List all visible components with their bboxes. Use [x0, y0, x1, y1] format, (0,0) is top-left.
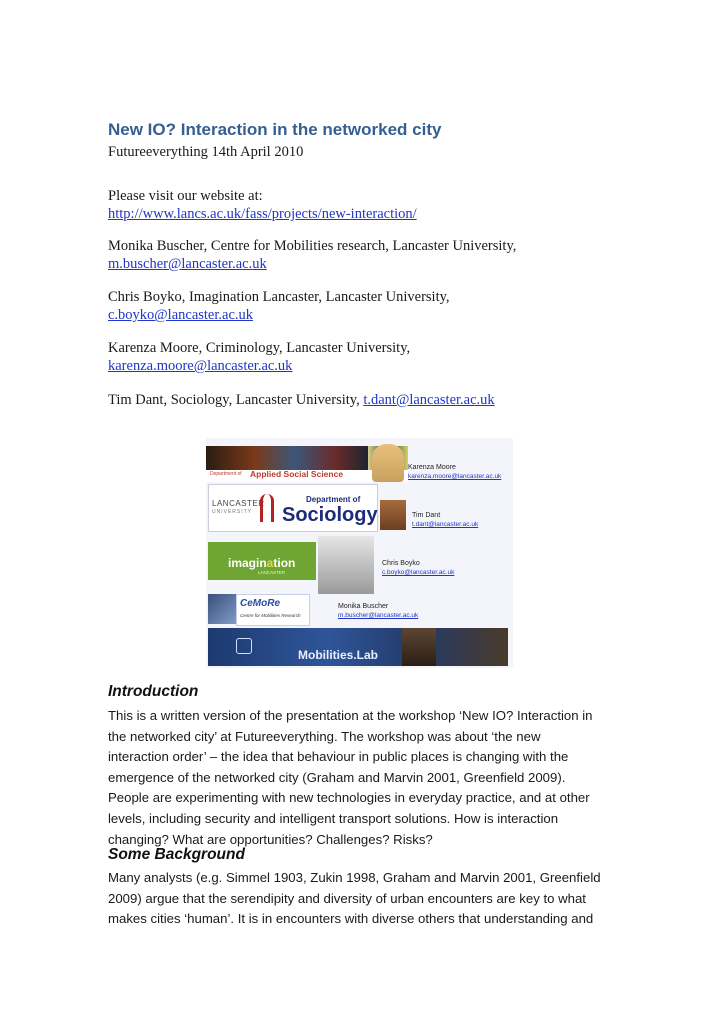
karenza-photo [372, 444, 404, 482]
imagination-part-a: imagin [228, 556, 267, 570]
chris-email: c.boyko@lancaster.ac.uk [382, 569, 455, 576]
tim-photo [380, 500, 406, 530]
cemore-sub: Centre for Mobilities Research [240, 613, 301, 618]
university-wordmark: UNIVERSITY [212, 509, 253, 515]
cemore-title: CeMoRe [240, 598, 281, 609]
author-chris-line: Chris Boyko, Imagination Lancaster, Lancaster University, [108, 289, 450, 305]
karenza-email: karenza.moore@lancaster.ac.uk [408, 473, 502, 480]
website-link[interactable]: http://www.lancs.ac.uk/fass/projects/new-interaction/ [108, 206, 417, 222]
author-karenza-email[interactable]: karenza.moore@lancaster.ac.uk [108, 358, 293, 374]
author-monika-email[interactable]: m.buscher@lancaster.ac.uk [108, 256, 267, 272]
applied-prefix: Department of [210, 471, 242, 477]
cemore-photo [208, 594, 236, 624]
department-collage-image [206, 438, 513, 668]
applied-banner-photos [206, 446, 368, 470]
tim-email: t.dant@lancaster.ac.uk [412, 521, 479, 528]
introduction-line: interaction order’ – the idea that behaviour in public places is changing with the [108, 749, 569, 765]
introduction-line: This is a written version of the presentation at the workshop ‘New IO? Interaction in [108, 708, 593, 723]
author-chris-email[interactable]: c.boyko@lancaster.ac.uk [108, 307, 254, 323]
applied-title: Applied Social Science [250, 469, 344, 479]
background-heading: Some Background [108, 846, 245, 863]
lancaster-crest-icon [260, 494, 274, 522]
document-subtitle: Futureeverything 14th April 2010 [108, 144, 304, 160]
introduction-heading: Introduction [108, 683, 199, 700]
background-paragraph [108, 868, 628, 930]
lancaster-wordmark: LANCASTER [212, 499, 265, 508]
tim-name: Tim Dant [412, 512, 441, 519]
bicycle-icon [236, 638, 252, 654]
introduction-line: levels, including security and intelligent transport solutions. How is interaction [108, 810, 559, 826]
introduction-line: changing? What are opportunities? Challenges? Risks? [108, 831, 433, 847]
introduction-paragraph [108, 706, 628, 850]
background-line: 2009) argue that the serendipity and diversity of urban encounters are key to what [108, 890, 586, 906]
imagination-part-b: a [266, 556, 274, 570]
monika-name: Monika Buscher [338, 603, 389, 610]
imagination-sub: LANCASTER [258, 570, 286, 575]
chris-photo [318, 536, 374, 594]
imagination-part-c: tion [273, 556, 296, 570]
author-tim-line: Tim Dant, Sociology, Lancaster University, [108, 392, 364, 408]
author-monika-line: Monika Buscher, Centre for Mobilities research, Lancaster University, [108, 238, 517, 254]
monika-photo [402, 628, 436, 666]
introduction-line: People are experimenting with new technologies in everyday practice, and at other [108, 790, 590, 806]
introduction-line: emergence of the networked city (Graham and Marvin 2001, Greenfield 2009). [108, 769, 566, 785]
background-line: Many analysts (e.g. Simmel 1903, Zukin 1998, Graham and Marvin 2001, Greenfield [108, 870, 601, 885]
author-tim-email[interactable]: t.dant@lancaster.ac.uk [363, 392, 495, 408]
background-line: makes cities ‘human’. It is in encounters with diverse others that understanding and [108, 911, 594, 927]
chris-name: Chris Boyko [382, 560, 420, 567]
introduction-line: the networked city’ at Futureeverything. The workshop was about ‘the new [108, 728, 541, 744]
monika-email: m.buscher@lancaster.ac.uk [338, 612, 419, 619]
author-karenza-line: Karenza Moore, Criminology, Lancaster University, [108, 340, 411, 356]
karenza-name: Karenza Moore [408, 464, 456, 471]
website-intro: Please visit our website at: [108, 188, 263, 204]
document-title: New IO? Interaction in the networked city [108, 120, 442, 139]
sociology-title: Sociology [282, 504, 378, 526]
mobilities-lab-title: Mobilities.Lab [298, 648, 379, 662]
sociology-dept-prefix: Department of [306, 495, 361, 504]
